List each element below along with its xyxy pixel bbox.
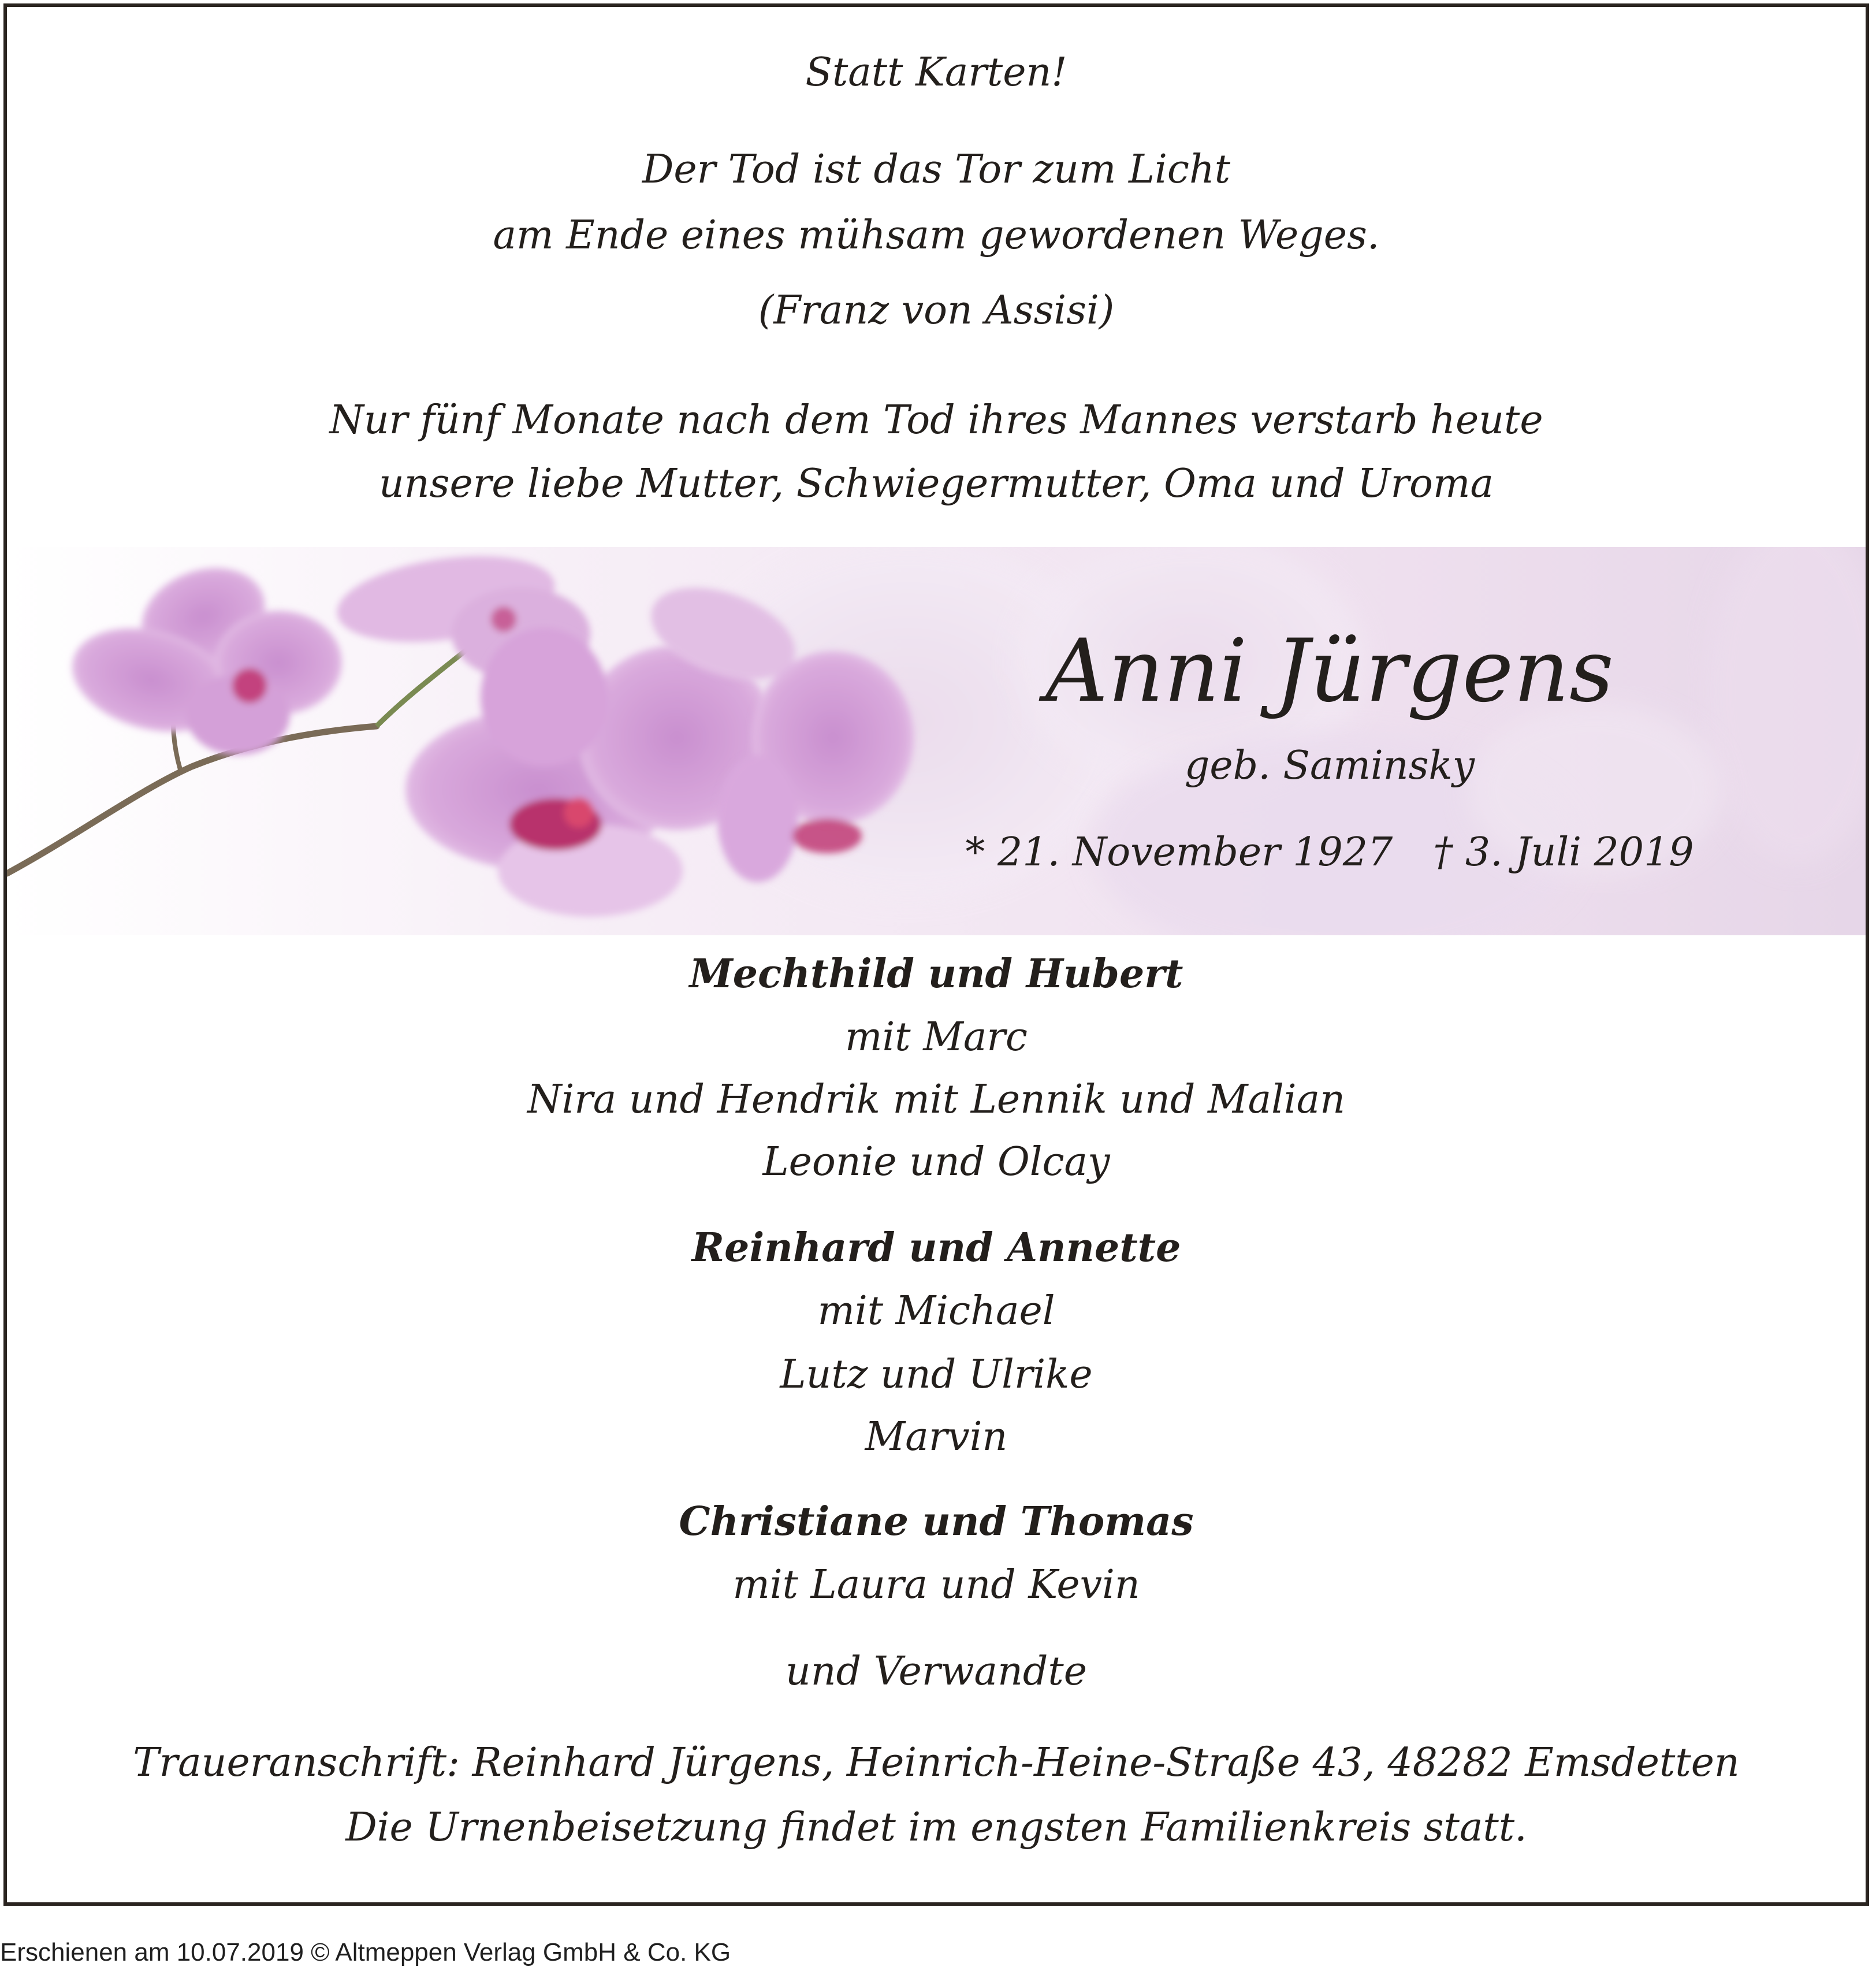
family-heading-3: Christiane und Thomas	[679, 1499, 1194, 1545]
quote-line-2: am Ende eines mühsam gewordenen Weges.	[493, 213, 1380, 258]
obituary-notice	[3, 3, 1869, 1906]
mourning-address: Traueranschrift: Reinhard Jürgens, Heinrich-Heine-Straße 43, 48282 Emsdetten	[133, 1740, 1740, 1786]
orchid-image	[7, 547, 1866, 935]
intro-line-2: unsere liebe Mutter, Schwiegermutter, Oma und Uroma	[378, 461, 1494, 507]
deceased-name: Anni Jürgens	[1045, 621, 1614, 722]
orchid-banner	[7, 547, 1866, 935]
family-line: Leonie und Olcay	[762, 1139, 1110, 1185]
death-date: † 3. Juli 2019	[1433, 830, 1694, 875]
family-heading-1: Mechthild und Hubert	[689, 951, 1183, 997]
intro-line-1: Nur fünf Monate nach dem Tod ihres Mannes verstarb heute	[329, 397, 1543, 443]
birth-date: * 21. November 1927	[965, 830, 1393, 875]
relatives-text: und Verwandte	[786, 1649, 1087, 1694]
maiden-name: geb. Saminsky	[1184, 743, 1475, 789]
family-heading-2: Reinhard und Annette	[691, 1225, 1181, 1271]
quote-author: (Franz von Assisi)	[758, 288, 1115, 333]
burial-note: Die Urnenbeisetzung findet im engsten Familienkreis statt.	[345, 1805, 1527, 1850]
family-line: Lutz und Ulrike	[780, 1352, 1093, 1397]
family-line: mit Laura und Kevin	[732, 1562, 1140, 1608]
quote-line-1: Der Tod ist das Tor zum Licht	[642, 147, 1231, 192]
family-line: Marvin	[865, 1414, 1008, 1460]
header-text: Statt Karten!	[805, 50, 1067, 95]
publication-footer: Erschienen am 10.07.2019 © Altmeppen Verlag GmbH & Co. KG	[0, 1938, 731, 1966]
family-line: mit Marc	[845, 1014, 1028, 1060]
family-line: mit Michael	[817, 1288, 1055, 1334]
life-dates	[925, 830, 1734, 875]
family-line: Nira und Hendrik mit Lennik und Malian	[527, 1077, 1346, 1122]
